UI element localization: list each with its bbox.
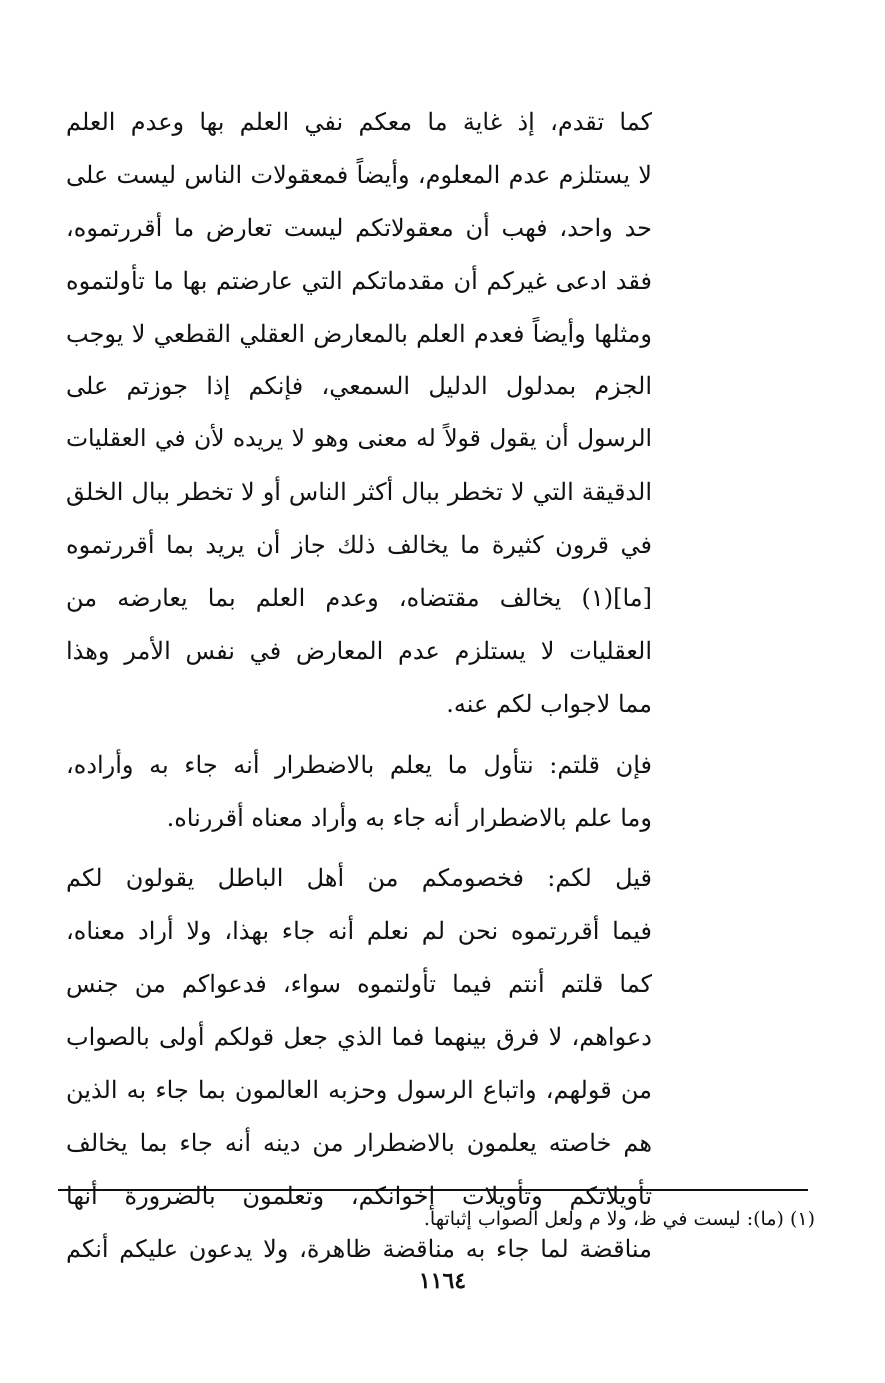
text-line: مما لاجواب لكم عنه.	[446, 689, 652, 718]
text-line: وما علم بالاضطرار أنه جاء به وأراد معناه أقررناه.	[166, 803, 652, 832]
text-line: الجزم بمدلول الدليل السمعي، فإنكم إذا جوزتم على	[66, 372, 652, 401]
text-line: قيل لكم: فخصومكم من أهل الباطل يقولون لكم	[66, 864, 652, 893]
text-line: الدقيقة التي لا تخطر ببال أكثر الناس أو لا تخطر ببال الخلق	[66, 478, 652, 507]
footnote: (١) (ما): ليست في ظ، ولا م ولعل الصواب إثباتها.	[423, 1208, 815, 1230]
text-line: تأويلاتكم وتأويلات إخوانكم، وتعلمون بالضرورة أنها	[66, 1181, 652, 1210]
text-line: كما قلتم أنتم فيما تأولتموه سواء، فدعواكم من جنس	[66, 970, 652, 999]
text-line: ومثلها وأيضاً فعدم العلم بالمعارض العقلي القطعي لا يوجب	[66, 319, 652, 348]
footnote-divider	[58, 1189, 808, 1191]
text-line: فإن قلتم: نتأول ما يعلم بالاضطرار أنه جاء به وأراده،	[66, 750, 652, 779]
paragraph-2	[66, 739, 652, 845]
page-number: ١١٦٤	[418, 1268, 467, 1294]
text-line: فقد ادعى غيركم أن مقدماتكم التي عارضتم بها ما تأولتموه	[66, 266, 652, 295]
text-line: لا يستلزم عدم المعلوم، وأيضاً فمعقولات الناس ليست على	[66, 160, 652, 189]
text-line: فيما أقررتموه نحن لم نعلم أنه جاء بهذا، ولا أراد معناه،	[66, 917, 652, 946]
text-line: مناقضة لما جاء به مناقضة ظاهرة، ولا يدعون عليكم أنكم	[66, 1234, 652, 1263]
text-line: [ما](١) يخالف مقتضاه، وعدم العلم بما يعارضه من	[66, 584, 652, 613]
text-line: العقليات لا يستلزم عدم المعارض في نفس الأمر وهذا	[66, 636, 652, 665]
text-line: حد واحد، فهب أن معقولاتكم ليست تعارض ما أقررتموه،	[66, 213, 652, 242]
text-line: هم خاصته يعلمون بالاضطرار من دينه أنه جاء بما يخالف	[66, 1128, 652, 1157]
paragraph-1	[66, 96, 652, 731]
text-line: كما تقدم، إذ غاية ما معكم نفي العلم بها وعدم العلم	[66, 108, 652, 136]
text-line: الرسول أن يقول قولاً له معنى وهو لا يريده لأن في العقليات	[66, 425, 652, 453]
main-text	[66, 96, 652, 1276]
text-line: في قرون كثيرة ما يخالف ذلك جاز أن يريد بما أقررتموه	[66, 531, 652, 560]
text-line: من قولهم، واتباع الرسول وحزبه العالمون بما جاء به الذين	[66, 1076, 652, 1105]
text-line: دعواهم، لا فرق بينهما فما الذي جعل قولكم أولى بالصواب	[66, 1023, 652, 1052]
